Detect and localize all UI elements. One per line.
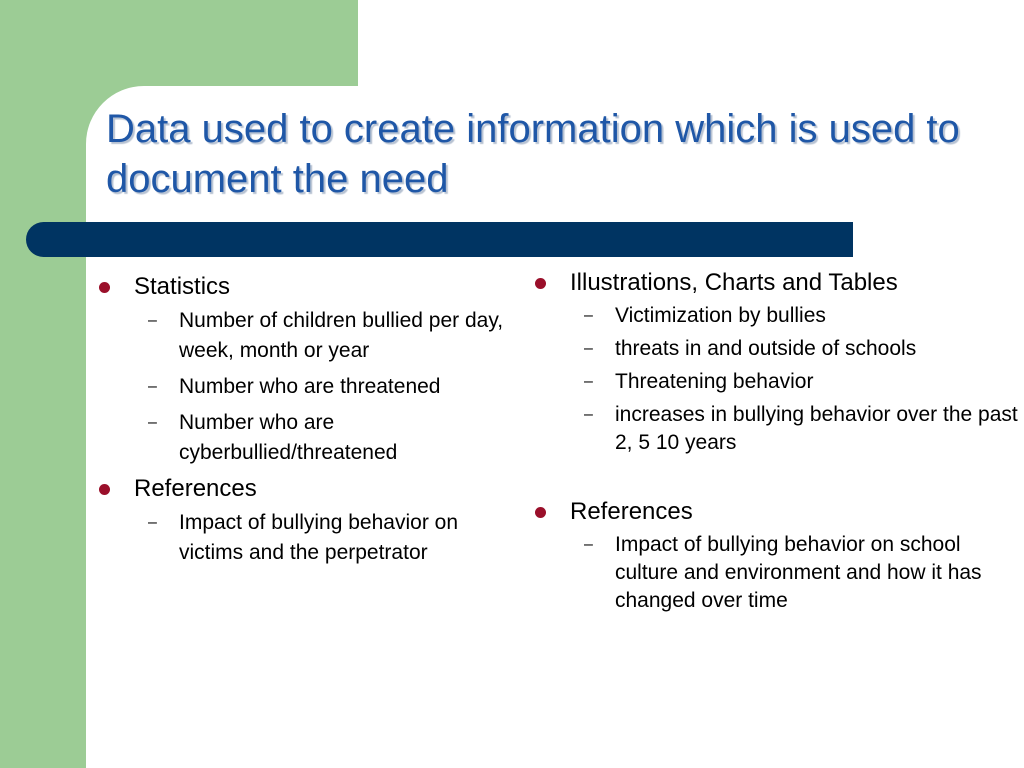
sub-item-text: Number of children bullied per day, week, month or year: [179, 309, 504, 362]
sub-item-text: Threatening behavior: [615, 370, 814, 393]
sub-item: [570, 302, 1018, 330]
dash-icon: –: [584, 536, 593, 553]
sub-list: [570, 302, 1018, 457]
sub-item: [570, 335, 1018, 363]
bullet-text: Illustrations, Charts and Tables: [570, 269, 898, 296]
dash-icon: –: [584, 340, 593, 357]
dash-icon: –: [148, 414, 157, 431]
list-spacer: [532, 463, 1018, 497]
title-divider-bar: [26, 222, 853, 257]
bullet-text: References: [570, 498, 693, 525]
sub-item-text: threats in and outside of schools: [615, 337, 917, 360]
dash-icon: –: [148, 514, 157, 531]
slide-title: Data used to create information which is used to document the need: [106, 107, 960, 201]
right-bullet-list: [532, 268, 1018, 621]
sub-item-text: Impact of bullying behavior on victims and the perpetrator: [179, 511, 458, 564]
dash-icon: –: [584, 307, 593, 324]
sub-item: [570, 531, 1018, 615]
bullet-dot-icon: [535, 507, 546, 518]
sub-item: [134, 306, 506, 366]
sub-list: [570, 531, 1018, 615]
bullet-dot-icon: [99, 484, 110, 495]
bullet-item-illustrations: [532, 268, 1018, 457]
sub-item-text: Impact of bullying behavior on school culture and environment and how it has changed over time: [615, 533, 982, 612]
dash-icon: –: [584, 406, 593, 423]
dash-icon: –: [148, 378, 157, 395]
dash-icon: –: [148, 312, 157, 329]
bullet-dot-icon: [535, 278, 546, 289]
bullet-dot-icon: [99, 282, 110, 293]
sub-item: [570, 401, 1018, 457]
dash-icon: –: [584, 373, 593, 390]
bullet-text: References: [134, 475, 257, 502]
sub-item-text: Number who are threatened: [179, 375, 441, 398]
bullet-text: Statistics: [134, 273, 231, 300]
bullet-item-references: [96, 474, 506, 568]
bullet-item-references: [532, 497, 1018, 615]
sub-item: [570, 368, 1018, 396]
sub-item: [134, 372, 506, 402]
left-bullet-list: [96, 272, 506, 574]
sub-item-text: increases in bullying behavior over the past 2, 5 10 years: [615, 403, 1018, 454]
sub-item: [134, 408, 506, 468]
sub-item-text: Victimization by bullies: [615, 304, 826, 327]
sub-item-text: Number who are cyberbullied/threatened: [179, 411, 398, 464]
bullet-item-statistics: [96, 272, 506, 468]
sub-list: [134, 508, 506, 568]
sub-list: [134, 306, 506, 468]
sub-item: [134, 508, 506, 568]
